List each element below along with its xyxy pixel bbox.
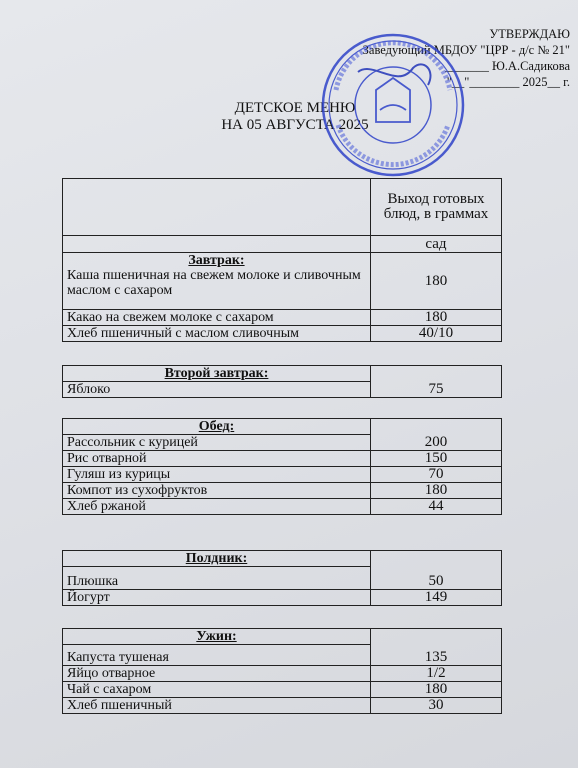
dish-name: Яблоко [63, 382, 371, 398]
approval-position: Заведующий МБДОУ "ЦРР - д/с № 21" [362, 43, 570, 57]
dish-qty: 200 [371, 435, 502, 451]
lunch-table [62, 418, 502, 515]
dish-qty: 30 [371, 698, 502, 714]
title-line-2: НА 05 АВГУСТА 2025 [221, 117, 369, 133]
dish-name: Хлеб пшеничный с маслом сливочным [63, 326, 371, 342]
breakfast-table [62, 178, 502, 342]
dish-qty: 1/2 [371, 666, 502, 682]
approval-date-line: "__"________ 2025__ г. [446, 75, 570, 89]
dish-name: Хлеб ржаной [63, 499, 371, 515]
dish-qty: 50 [371, 567, 502, 590]
breakfast-heading: Завтрак: [188, 253, 245, 268]
dish-qty: 180 [371, 253, 502, 310]
output-header: Выход готовых блюд, в граммах [371, 179, 502, 236]
dish-qty: 150 [371, 451, 502, 467]
official-stamp-seal [318, 30, 468, 180]
qty-cell-empty [371, 366, 502, 382]
dish-name: Чай с сахаром [63, 682, 371, 698]
approval-signature-line: _______ Ю.А.Садикова [445, 59, 570, 73]
dish-name: Каша пшеничная на свежем молоке и сливочным маслом с сахаром [67, 268, 361, 298]
second-breakfast-table [62, 365, 502, 398]
breakfast-section [63, 253, 371, 310]
qty-cell-empty [371, 629, 502, 645]
dinner-table [62, 628, 502, 714]
dish-name: Компот из сухофруктов [63, 483, 371, 499]
dish-name: Хлеб пшеничный [63, 698, 371, 714]
dish-name: Плюшка [63, 567, 371, 590]
dish-name: Капуста тушеная [63, 645, 371, 666]
dish-qty: 70 [371, 467, 502, 483]
dish-qty: 180 [371, 483, 502, 499]
dinner-heading: Ужин: [63, 629, 371, 645]
dish-qty: 44 [371, 499, 502, 515]
qty-cell-empty [371, 419, 502, 435]
dish-qty: 135 [371, 645, 502, 666]
title-line-1: ДЕТСКОЕ МЕНЮ [234, 100, 356, 116]
dish-name: Гуляш из курицы [63, 467, 371, 483]
header-empty-cell [63, 179, 371, 236]
dish-qty: 180 [371, 310, 502, 326]
dish-name: Йогурт [63, 590, 371, 606]
dish-qty: 40/10 [371, 326, 502, 342]
dish-name: Яйцо отварное [63, 666, 371, 682]
snack-heading: Полдник: [63, 551, 371, 567]
header-empty-cell [63, 236, 371, 253]
dish-name: Рассольник с курицей [63, 435, 371, 451]
dish-qty: 180 [371, 682, 502, 698]
snack-table [62, 550, 502, 606]
dish-name: Рис отварной [63, 451, 371, 467]
dish-name: Какао на свежем молоке с сахаром [63, 310, 371, 326]
group-header: сад [371, 236, 502, 253]
dish-qty: 149 [371, 590, 502, 606]
second-breakfast-heading: Второй завтрак: [63, 366, 371, 382]
dish-qty: 75 [371, 382, 502, 398]
lunch-heading: Обед: [63, 419, 371, 435]
approval-title: УТВЕРЖДАЮ [489, 27, 570, 41]
qty-cell-empty [371, 551, 502, 567]
